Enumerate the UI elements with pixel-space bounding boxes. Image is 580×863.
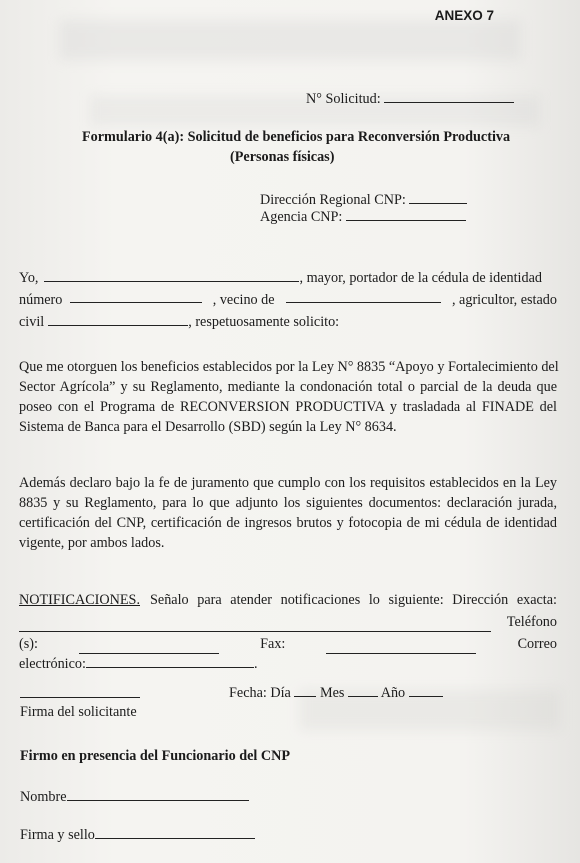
period-mark: . (253, 656, 258, 672)
fecha-ano-blank[interactable] (409, 684, 443, 697)
estado-civil-blank[interactable] (48, 313, 188, 326)
para1-line: Sector Agrícola” y su Reglamento, mediante la condonación total o parcial de la deuda que (19, 379, 557, 395)
fecha-mes-blank[interactable] (348, 684, 378, 697)
numero-cedula-blank[interactable] (70, 290, 202, 303)
agencia-label: Agencia CNP: (260, 209, 343, 225)
notifications-section (19, 590, 557, 674)
fecha-dia-label: Fecha: Día (229, 685, 291, 701)
notif-line-2 (19, 612, 557, 632)
para2-line: vigente, por ambos lados. (19, 535, 165, 551)
fax-label: Fax: (260, 636, 286, 652)
correo-electronico-label: electrónico: (19, 656, 86, 672)
bleed-through-shading (60, 20, 520, 60)
para2-line: Además declaro bajo la fe de juramento que cumplo con los requisitos establecidos en la Ley (19, 475, 557, 491)
firma-solicitante-line[interactable] (20, 697, 140, 698)
direccion-regional-label: Dirección Regional CNP: (260, 192, 406, 208)
para1-line: Que me otorguen los beneficios establecidos por la Ley N° 8835 “Apoyo y Fortalecimiento del (19, 359, 559, 375)
benefits-paragraph (19, 357, 557, 437)
vecino-text: , vecino de (212, 292, 275, 308)
nombre-funcionario-field[interactable] (20, 788, 249, 806)
firma-sello-blank[interactable] (95, 826, 255, 839)
mayor-text: , mayor, portador de la cédula de identidad (299, 270, 542, 286)
fax-blank[interactable] (326, 641, 476, 654)
fecha-field[interactable] (229, 684, 443, 702)
intro-line-3 (19, 312, 557, 332)
firmo-presencia-heading: Firmo en presencia del Funcionario del CNP (20, 748, 291, 764)
telefono-blank[interactable] (79, 641, 219, 654)
firma-sello-field[interactable] (20, 826, 255, 844)
agencia-field[interactable] (260, 208, 466, 226)
para1-line: poseo con el Programa de RECONVERSION PRODUCTIVA y trasladada al FINADE del (19, 399, 557, 415)
notifications-heading: NOTIFICACIONES. (19, 592, 140, 608)
telefono-label: Teléfono (506, 614, 557, 630)
fecha-dia-blank[interactable] (294, 684, 316, 697)
intro-paragraph (19, 268, 557, 332)
notif-line-1 (19, 590, 557, 612)
agencia-blank[interactable] (346, 208, 466, 221)
para1-line: Sistema de Banca para el Desarrollo (SBD) según la Ley N° 8634. (19, 419, 397, 435)
solicitud-blank[interactable] (384, 90, 514, 103)
numero-label: número (19, 292, 63, 308)
intro-line-1 (19, 268, 557, 288)
vecino-blank[interactable] (286, 290, 441, 303)
yo-label: Yo, (19, 270, 39, 286)
civil-label: civil (19, 314, 45, 330)
solicitud-number-field[interactable] (306, 90, 514, 108)
fecha-ano-label: Año (380, 685, 406, 701)
notifications-text: Señalo para atender notificaciones lo siguiente: Dirección exacta: (150, 592, 557, 608)
solicitud-label: N° Solicitud: (306, 91, 381, 107)
solicito-text: , respetuosamente solicito: (188, 314, 340, 330)
fecha-mes-label: Mes (319, 685, 345, 701)
notif-line-4 (19, 654, 557, 674)
firma-sello-label: Firma y sello (20, 827, 95, 843)
telefono-s-label: (s): (19, 636, 38, 652)
nombre-solicitante-blank[interactable] (44, 269, 299, 282)
para2-line: 8835 y su Reglamento, para lo que adjunto los siguientes documentos: declaración jurada, (19, 495, 557, 511)
firma-solicitante-label: Firma del solicitante (20, 704, 137, 720)
direccion-exacta-blank[interactable] (19, 619, 491, 632)
annex-label: ANEXO 7 (434, 8, 494, 23)
correo-label: Correo (517, 636, 557, 652)
declaration-paragraph (19, 473, 557, 553)
intro-line-2 (19, 290, 557, 310)
agricultor-text: , agricultor, estado (451, 292, 557, 308)
nombre-label: Nombre (20, 789, 67, 805)
form-title: Formulario 4(a): Solicitud de beneficios para Reconversión Productiva (82, 129, 511, 145)
notif-line-3 (19, 632, 557, 654)
direccion-regional-blank[interactable] (409, 191, 467, 204)
correo-blank[interactable] (86, 655, 254, 668)
form-subtitle: (Personas físicas) (230, 149, 335, 165)
para2-line: certificación del CNP, certificación de ingresos brutos y fotocopia de mi cédula de identidad (19, 515, 557, 531)
direccion-regional-field[interactable] (260, 191, 467, 209)
nombre-funcionario-blank[interactable] (67, 788, 249, 801)
